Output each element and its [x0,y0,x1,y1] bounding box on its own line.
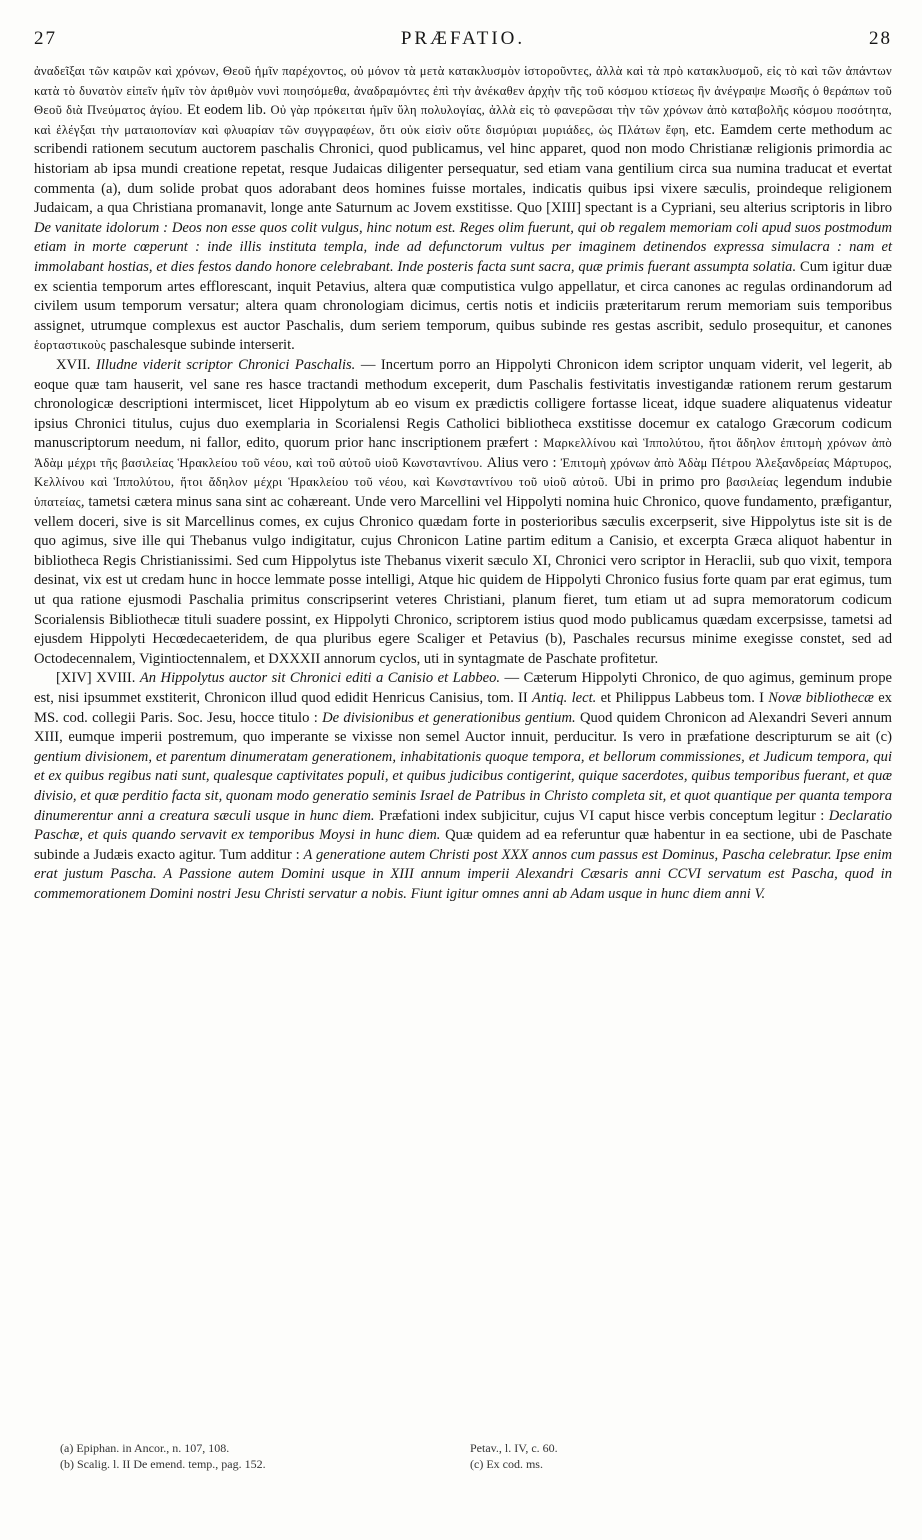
paragraph [34,62,892,356]
italic-text: Antiq. lect. [532,690,597,706]
footnote-right: Petav., l. IV, c. 60. [470,1441,558,1455]
text-run: Quod quidem Chronicon ad Alexandri Severi annum XIII, eumque imperii postremum, quo imperante se vixisse non semel Auctor innuit, perducitur. Is vero in præfatione descripturum se ait (c) [34,709,892,746]
running-head [34,28,892,56]
paragraph [34,669,892,904]
footnotes [60,1440,862,1472]
greek-text: Μαρκελλίνου καὶ Ἱππολύτου, ἤτοι ἄδηλον ἐπιτομὴ χρόνων ἀπὸ Ἀδὰμ μέχρι τῆς βασιλείας Ἡρακλείου τοῦ νέου, καὶ τοῦ αὐτοῦ υἱοῦ Κωνσταντίνου. [34,436,892,470]
text-run: [XIV] XVIII. [56,670,140,687]
footnote-left: (a) Epiphan. in Ancor., n. 107, 108. [60,1441,230,1455]
footnote-row [60,1440,862,1456]
text-run: Et eodem lib. [182,102,271,119]
body-text [34,62,892,905]
paragraph [34,356,892,670]
footnote-row [60,1456,862,1472]
text-run: Quæ quidem ad ea referuntur quæ habentur in ea sectione, ubi de Paschate subinde a Judæis exacto agitur. Tum additur : [34,827,892,863]
italic-text: De divisionibus et generationibus gentium. [322,709,576,726]
italic-text: Novæ bibliothecæ [768,690,874,706]
text-run: — Cæterum Hippolyti Chronico, de quo agimus, geminum prope est, nisi ipsummet exstiterit, Chronicon illud quod edidit Henricus Canisius, tom. II [34,670,892,706]
greek-text: βασιλείας [726,475,779,490]
text-run: ex MS. cod. collegii Paris. Soc. Jesu, hocce titulo : [34,690,892,726]
italic-text: An Hippolytus auctor sit Chronici editi a Canisio et Labbeo. [139,670,501,687]
footnote-left: (b) Scalig. l. II De emend. temp., pag. 152. [60,1457,266,1471]
running-title: PRÆFATIO. [400,28,526,49]
text-run: legendum indubie [778,474,892,491]
text-run: Cum igitur duæ ex scientia temporum artes efflorescant, inquit Petavius, altera quæ computistica vulgo appellatur, et circa canones ac regulas ordinandorum ad civilem usum temporum versatur; altera quam chronologiam dicimus, certis notis et indiciis præteritarum rerum memoriam suis temporibus assignet, utrumque complexus est auctor Paschalis, dum seriem temporum, quibus subinde res gestas ascribit, sedulo prosequitur, et canones [34,258,892,334]
greek-text: ἀναδεῖξαι τῶν καιρῶν καὶ χρόνων, Θεοῦ ἡμῖν παρέχοντος, οὐ μόνον τὰ μετὰ κατακλυσμὸν ἱστοροῦντες, ἀλλὰ καὶ τὰ πρὸ κατακλυσμοῦ, εἰς τὸ καὶ τῶν ἀπάντων κατὰ τὸ δυνατὸν εἰπεῖν ἡμῖν τὸν ἀριθμὸν νυνὶ ποιησόμεθα, ἀναδραμόντες ἐπὶ τὴν ἀνέκαθεν ἀρχὴν τῆς τοῦ κόσμου κτίσεως ἣν ἀνέγραψε Μωσῆς ὁ θεράπων τοῦ Θεοῦ διὰ Πνεύματος ἁγίου. [34,64,892,118]
italic-text: Illudne viderit scriptor Chronici Paschalis. [95,356,356,373]
text-run: Ubi in primo pro [607,474,727,491]
text-run: paschalesque subinde interserit. [105,337,295,354]
page-number-right: 28 [869,28,892,49]
text-run: etc. Eamdem certe methodum ac scribendi rationem secutum auctorem paschalis Chronici, quod publicamus, vel hinc apparet, quod non modo Christianæ religionis primordia ac historiam ab ipsa mundi creatione repetat, resque Judaicas diligenter persequatur, sed etiam vana gentilium circa sua numina traducat et evertat commenta (a), dum solide probat quos adorabant deos homines fuisse mortales, indicatis quibus ipsi vixere sæculis, proindeque religionem Judaicam, a qua Christiana promanavit, longe ante Saturnum ac Jovem exstitisse. Quo [XIII] spectant is a Cypriani, seu alterius scriptoris in libro [34,121,892,217]
text-run: — Incertum porro an Hippolyti Chronicon idem scriptor unquam viderit, vel legerit, ab eoque quæ tam hauserit, vel sane res hasce tractandi methodum exceperit, dum Paschalis festivitatis investigandæ rationem rerum gestarum chronologicæ descriptioni intermiscet, licet Hippolytum ab eo visum ex prædictis colligere fortasse liceat, idque suadere aliquatenus videatur ipsius Chronici titulus, cujus duo exemplaria in Scorialensi Regis Catholici bibliotheca exstitisse docemur ex catalogo Græcorum codicum manuscriptorum needum, ni fallor, edito, quorum prior hanc inscriptionem præfert : [34,356,892,452]
italic-text: De vanitate idolorum : Deos non esse quos colit vulgus, hinc notum est. Reges olim fuerunt, qui ob regalem memoriam coli apud suos postmodum etiam in morte cœperunt : inde illis instituta templa, inde ad defunctorum vultus per imaginem detinendos expressa simulacra : nam et immolabant hostias, et dies festos dando honore celebrabant. Inde posteris facta sunt sacra, quæ primis fuerant assumpta solatia. [34,219,892,275]
text-run: Præfationi index subjicitur, cujus VI caput hisce verbis conceptum legitur : [374,807,829,824]
italic-text: Declaratio Paschæ, et quis quando servavit ex temporibus Moysi in hunc diem. [34,807,892,844]
italic-text: gentium divisionem, et parentum dinumeratam generationem, inhabitationis quoque tempora, et bellorum commissiones, et Judicum tempora, qui et ex quibus regibus nati sunt, qualesque captivitates populi, et quibus judicibus contigerint, quique sacerdotes, quibus temporibus fuerant, et quæ divisio, et quæ perditio facta sit, quonam modo generatio seminis Israel de Patribus in Christo completa sit, et quot quantique per quanta tempora dinumerentur anni a creatura sæculi usque in hunc diem. [34,748,892,824]
greek-text: Ἐπιτομὴ χρόνων ἀπὸ Ἀδὰμ Πέτρου Ἀλεξανδρείας Μάρτυρος, Κελλίνου καὶ Ἱππολύτου, ἤτοι ἄδηλον μέχρι Ἡρακλείου τοῦ νέου, καὶ Κωνσταντίνου τοῦ υἱοῦ αὐτοῦ. [34,455,892,490]
text-run: XVII. [56,356,96,373]
text-run: et Philippus Labbeus tom. I [596,690,769,706]
greek-text: ἑορταστικοὺς [34,338,106,353]
italic-text: A generatione autem Christi post XXX annos cum passus est Dominus, Pascha celebratur. Ipse enim erat justum Pascha. A Passione autem Domini usque in XIII annum imperii Alexandri Cæsaris anni CCVI servatum est Pascha, quod in commemorationem Domini nostri Jesu Christi servatur a nobis. Fiunt igitur omnes anni ab Adam usque in hunc diem anni V. [34,846,892,902]
greek-text: ὑπατείας [34,495,81,510]
text-run: Alius vero : [482,454,561,471]
page-number-left: 27 [34,28,57,49]
greek-text: Οὐ γὰρ πρόκειται ἡμῖν ὕλη πολυλογίας, ἀλλὰ εἰς τὸ φανερῶσαι τὴν τῶν χρόνων ἀπὸ καταβολῆς κόσμου ποσότητα, καὶ ἐλέγξαι τὴν ματαιοπονίαν καὶ φλυαρίαν τῶν συγγραφέων, ὅτι οὐκ εἰσὶν οὔτε δισμύριαι μυριάδες, ὡς Πλάτων ἔφη, [34,103,892,137]
footnote-right: (c) Ex cod. ms. [470,1457,543,1471]
text-run: , tametsi cætera minus sana sint ac cohæreant. Unde vero Marcellini vel Hippolyti nomina huic Chronico, quove fundamento, præfigantur, vellem doceri, sive is sit Marcellinus comes, ex cujus Chronico quædam forte in posterioribus sæculis excerpserit, sive Hippolytus iste sit is de quo agimus, sive ille qui Thebanus vulgo indigitatur, cujus Chronicon Latine partim editum a Canisio, et excerpta Græca aliquot habentur in bibliotheca Regis Christianissimi. Sed cum Hippolytus iste Thebanus vixerit sæculo XI, Chronici vero scriptor in Heraclii, sub quo vixit, tempora desinat, vix est ut credam hunc in hocce lemmate posse intelligi, Atque hic quidem de Hippolyti Chronico fusius forte quam par erat egimus, tum ut qua ratione ejusmodi Paschalia primitus conscripserint veteres Christiani, planum fieret, tum etiam ut ad supra memoratorum codicum Scorialensis Bibliothecæ tituli suadere possint, ex Hippolyti Chronico, scriptorem istius quod modo publicamus quædam excerpsisse, tametsi ad ejusdem Hippolyti Hecœdecaeteridem, de qua pluribus egere Scaliger et Petavius (b), Paschales recursus minime exegisse constet, sed ad Octodecennalem, Vigintioctennalem, et DXXXII annorum cyclos, uti in syntagmate de Paschate profitetur. [34,494,892,667]
